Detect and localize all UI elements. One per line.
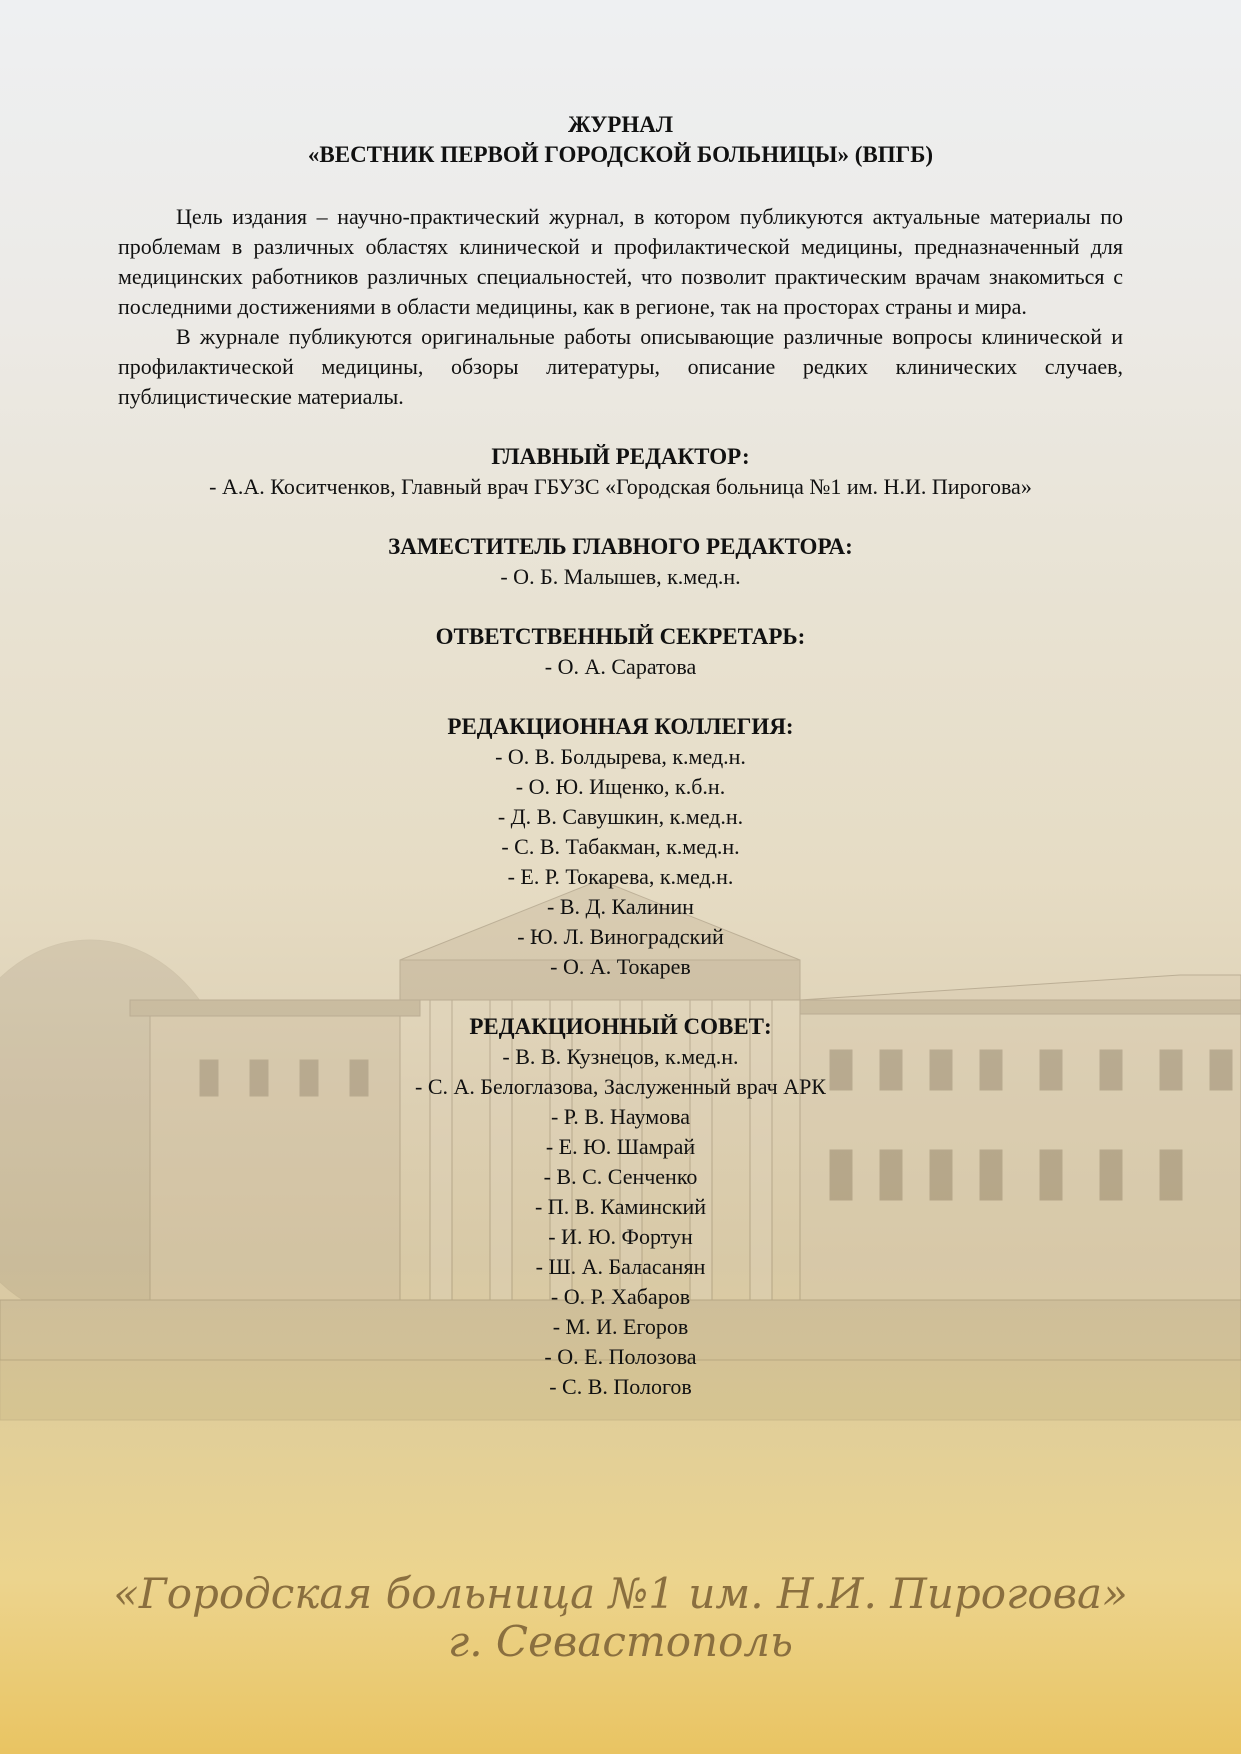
list-item: - О. А. Саратова [544, 654, 697, 679]
member-list [118, 562, 1123, 592]
footer-hospital-name: «Городская больница №1 им. Н.И. Пирогова» [113, 1569, 1128, 1618]
list-item: - О. А. Токарев [550, 954, 691, 979]
list-item: - Ю. Л. Виноградский [517, 924, 724, 949]
section-title: ОТВЕТСТВЕННЫЙ СЕКРЕТАРЬ: [435, 624, 806, 649]
editorial-board-section [118, 712, 1123, 982]
journal-title [118, 110, 1123, 170]
footer-city: г. Севастополь [448, 1617, 793, 1666]
journal-title-line2: «ВЕСТНИК ПЕРВОЙ ГОРОДСКОЙ БОЛЬНИЦЫ» (ВПГБ) [307, 142, 934, 167]
list-item: - В. В. Кузнецов, к.мед.н. [502, 1044, 739, 1069]
editor-in-chief-section [118, 442, 1123, 502]
list-item: - М. И. Егоров [552, 1314, 689, 1339]
section-title: ЗАМЕСТИТЕЛЬ ГЛАВНОГО РЕДАКТОРА: [388, 534, 853, 559]
member-list [118, 652, 1123, 682]
list-item: - П. В. Каминский [534, 1194, 706, 1219]
list-item: - О. Б. Малышев, к.мед.н. [500, 564, 741, 589]
list-item: - О. Е. Полозова [544, 1344, 697, 1369]
journal-info-content [118, 110, 1123, 1402]
journal-title-line1: ЖУРНАЛ [568, 112, 673, 137]
description-paragraph-1: Цель издания – научно-практический журнал, в котором публикуются актуальные материалы по проблемам в различных областях клинической и профилактической медицины, предназначенный для медицинских работников различных специальностей, что позволит практическим врачам знакомиться с последними достижениями в области медицины, как в регионе, так на просторах страны и мира. [118, 204, 1123, 319]
member-list [118, 1042, 1123, 1402]
list-item: - Е. Ю. Шамрай [545, 1134, 696, 1159]
list-item: - О. Р. Хабаров [550, 1284, 691, 1309]
list-item: - Д. В. Савушкин, к.мед.н. [497, 804, 744, 829]
section-title: ГЛАВНЫЙ РЕДАКТОР: [491, 444, 750, 469]
editorial-council-section [118, 1012, 1123, 1402]
list-item: - Ш. А. Баласанян [535, 1254, 706, 1279]
hospital-footer [0, 1570, 1241, 1666]
deputy-editor-section [118, 532, 1123, 592]
list-item: - О. Ю. Ищенко, к.б.н. [515, 774, 726, 799]
description-paragraph-2: В журнале публикуются оригинальные работы описывающие различные вопросы клинической и профилактической медицины, обзоры литературы, описание редких клинических случаев, публицистические материалы. [118, 324, 1123, 409]
list-item: - А.А. Коситченков, Главный врач ГБУЗС «Городская больница №1 им. Н.И. Пирогова» [209, 474, 1032, 499]
journal-description [118, 202, 1123, 412]
list-item: - С. В. Пологов [549, 1374, 692, 1399]
list-item: - Е. Р. Токарева, к.мед.н. [507, 864, 734, 889]
section-title: РЕДАКЦИОННЫЙ СОВЕТ: [469, 1014, 772, 1039]
section-title: РЕДАКЦИОННАЯ КОЛЛЕГИЯ: [447, 714, 794, 739]
member-list [118, 742, 1123, 982]
list-item: - С. А. Белоглазова, Заслуженный врач АРК [415, 1074, 826, 1099]
list-item: - В. Д. Калинин [547, 894, 694, 919]
list-item: - С. В. Табакман, к.мед.н. [501, 834, 740, 859]
list-item: - О. В. Болдырева, к.мед.н. [495, 744, 746, 769]
executive-secretary-section [118, 622, 1123, 682]
list-item: - И. Ю. Фортун [548, 1224, 693, 1249]
member-list [118, 472, 1123, 502]
list-item: - Р. В. Наумова [550, 1104, 690, 1129]
list-item: - В. С. Сенченко [543, 1164, 698, 1189]
